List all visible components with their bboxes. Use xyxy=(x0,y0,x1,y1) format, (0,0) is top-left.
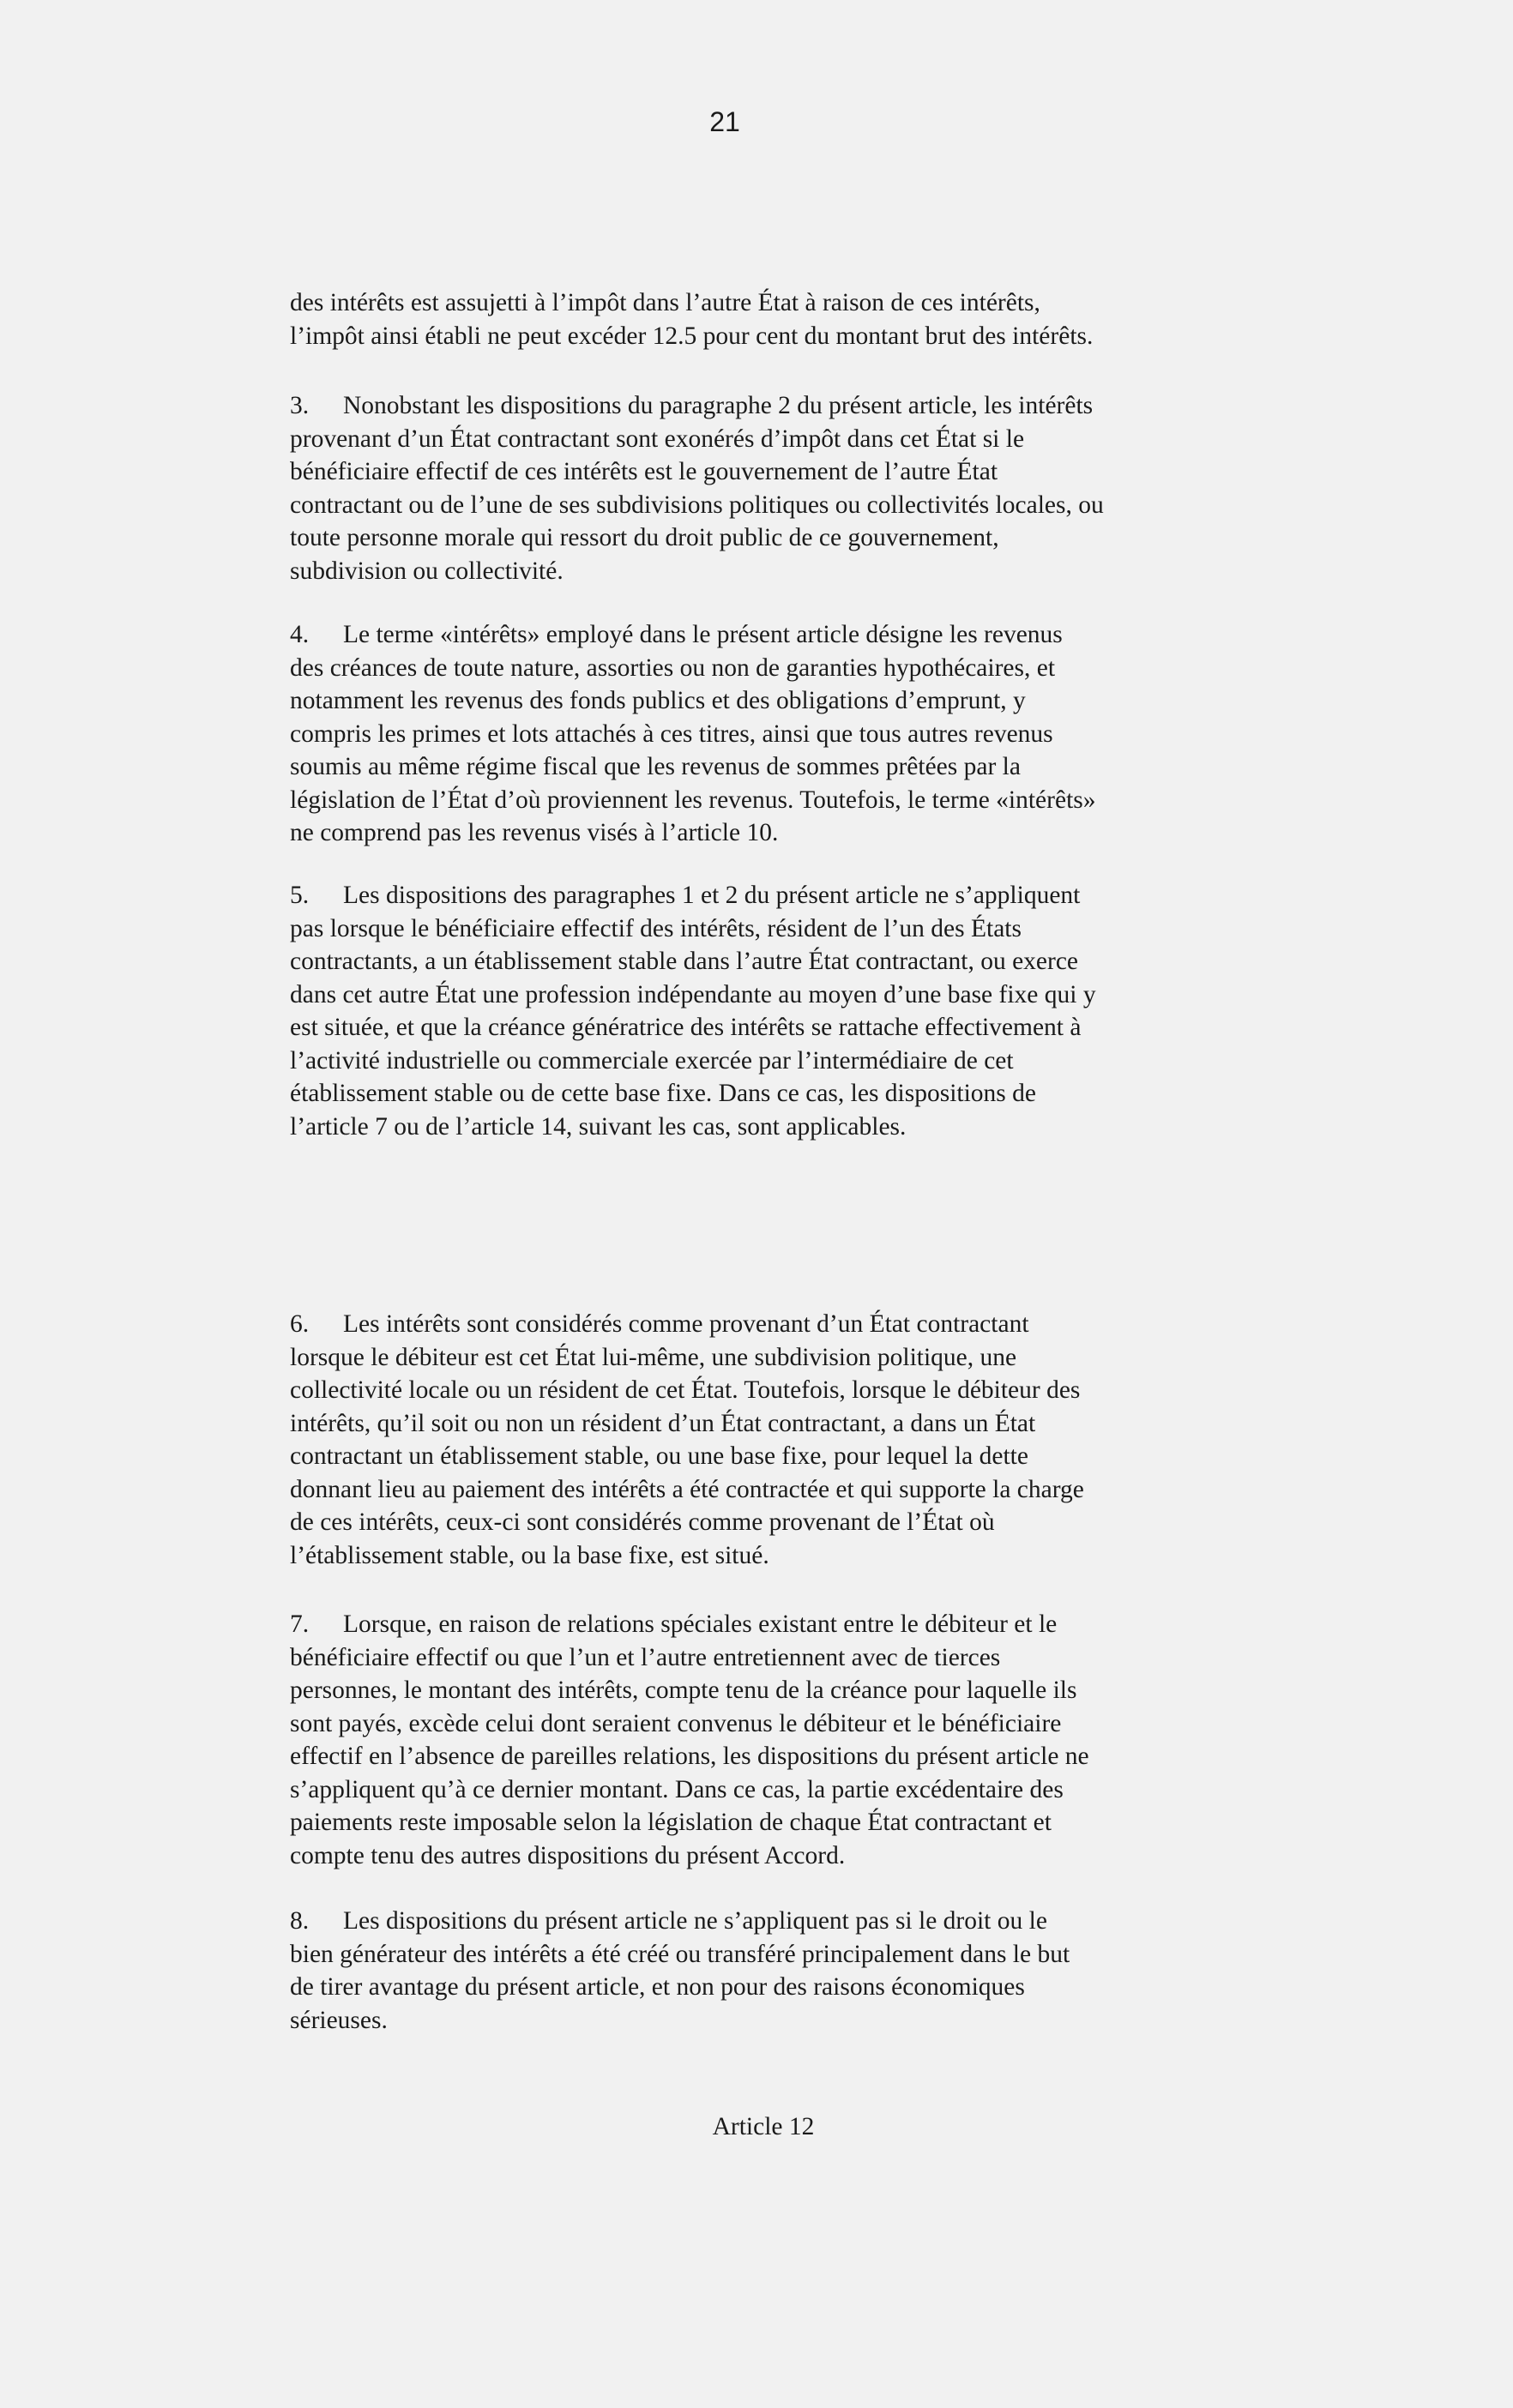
text-line: soumis au même régime fiscal que les revenus de sommes prêtées par la xyxy=(290,753,1021,780)
paragraph-3 xyxy=(290,389,1251,587)
text-line: bénéficiaire effectif de ces intérêts est le gouvernement de l’autre État xyxy=(290,458,998,485)
text-line: intérêts, qu’il soit ou non un résident d’un État contractant, a dans un État xyxy=(290,1409,1036,1437)
paragraph-number: 6. xyxy=(290,1310,310,1338)
text-line: personnes, le montant des intérêts, compte tenu de la créance pour laquelle ils xyxy=(290,1677,1077,1704)
text-line: l’article 7 ou de l’article 14, suivant les cas, sont applicables. xyxy=(290,1112,907,1141)
text-line: donnant lieu au paiement des intérêts a été contractée et qui supporte la charge xyxy=(290,1475,1084,1503)
paragraph-7 xyxy=(290,1608,1251,1872)
text-line: ne comprend pas les revenus visés à l’article 10. xyxy=(290,819,779,846)
text-line: Nonobstant les dispositions du paragraphe 2 du présent article, les intérêts xyxy=(343,392,1094,419)
text-line: sont payés, excède celui dont seraient convenus le débiteur et le bénéficiaire xyxy=(290,1709,1062,1737)
text-line: de tirer avantage du présent article, et non pour des raisons économiques xyxy=(290,1973,1025,2001)
text-line: l’activité industrielle ou commerciale exercée par l’intermédiaire de cet xyxy=(290,1046,1014,1075)
text-line: collectivité locale ou un résident de cet État. Toutefois, lorsque le débiteur des xyxy=(290,1376,1081,1404)
text-line: dans cet autre État une profession indépendante au moyen d’une base fixe qui y xyxy=(290,980,1096,1008)
text-line: Les dispositions des paragraphes 1 et 2 du présent article ne s’appliquent xyxy=(343,882,1081,909)
text-line: l’établissement stable, ou la base fixe, est situé. xyxy=(290,1541,769,1569)
paragraph-4 xyxy=(290,618,1251,850)
text-line: des créances de toute nature, assorties ou non de garanties hypothécaires, et xyxy=(290,653,1056,682)
text-line: provenant d’un État contractant sont exonérés d’impôt dans cet État si le xyxy=(290,424,1025,453)
text-line: toute personne morale qui ressort du droit public de ce gouvernement, xyxy=(290,524,999,551)
paragraph-5 xyxy=(290,879,1251,1143)
continuation-paragraph xyxy=(290,286,1251,352)
text-line: de ces intérêts, ceux-ci sont considérés comme provenant de l’État où xyxy=(290,1508,995,1536)
text-line: compris les primes et lots attachés à ces titres, ainsi que tous autres revenus xyxy=(290,719,1053,748)
text-line: lorsque le débiteur est cet État lui-même, une subdivision politique, une xyxy=(290,1343,1017,1371)
text-line: s’appliquent qu’à ce dernier montant. Dans ce cas, la partie excédentaire des xyxy=(290,1775,1064,1803)
text-line: contractants, a un établissement stable dans l’autre État contractant, ou exerce xyxy=(290,948,1079,975)
text-line: compte tenu des autres dispositions du présent Accord. xyxy=(290,1841,846,1869)
text-line: subdivision ou collectivité. xyxy=(290,557,564,585)
paragraph-number: 8. xyxy=(290,1907,310,1935)
text-line: l’impôt ainsi établi ne peut excéder 12.5 pour cent du montant brut des intérêts. xyxy=(290,322,1094,350)
paragraph-6 xyxy=(290,1308,1251,1572)
text-line: Le terme «intérêts» employé dans le présent article désigne les revenus xyxy=(343,621,1063,648)
text-line: contractant ou de l’une de ses subdivisions politiques ou collectivités locales, ou xyxy=(290,491,1104,519)
text-line: bien générateur des intérêts a été créé ou transféré principalement dans le but xyxy=(290,1940,1070,1968)
text-line: contractant un établissement stable, ou une base fixe, pour lequel la dette xyxy=(290,1442,1028,1470)
paragraph-8 xyxy=(290,1905,1251,2037)
text-line: sérieuses. xyxy=(290,2006,388,2034)
text-line: effectif en l’absence de pareilles relations, les dispositions du présent article ne xyxy=(290,1743,1089,1770)
text-line: pas lorsque le bénéficiaire effectif des intérêts, résident de l’un des États xyxy=(290,914,1022,942)
text-line: établissement stable ou de cette base fixe. Dans ce cas, les dispositions de xyxy=(290,1080,1036,1107)
text-line: législation de l’État d’où proviennent les revenus. Toutefois, le terme «intérêts» xyxy=(290,786,1096,814)
text-line: Les dispositions du présent article ne s’appliquent pas si le droit ou le xyxy=(343,1907,1047,1935)
article-heading: Article 12 xyxy=(712,2113,815,2140)
text-line: notamment les revenus des fonds publics et des obligations d’emprunt, y xyxy=(290,687,1026,714)
text-line: Les intérêts sont considérés comme provenant d’un État contractant xyxy=(343,1310,1029,1338)
paragraph-number: 7. xyxy=(290,1610,310,1638)
text-line: des intérêts est assujetti à l’impôt dans l’autre État à raison de ces intérêts, xyxy=(290,289,1040,316)
text-line: bénéficiaire effectif ou que l’un et l’autre entretiennent avec de tierces xyxy=(290,1643,1001,1671)
paragraph-number: 3. xyxy=(290,392,310,419)
page-number: 21 xyxy=(709,106,740,137)
paragraph-number: 4. xyxy=(290,621,310,648)
paragraph-number: 5. xyxy=(290,882,310,909)
text-line: Lorsque, en raison de relations spéciales existant entre le débiteur et le xyxy=(343,1610,1058,1638)
text-line: paiements reste imposable selon la législation de chaque État contractant et xyxy=(290,1809,1052,1836)
text-line: est située, et que la créance génératrice des intérêts se rattache effectivement à xyxy=(290,1014,1082,1041)
